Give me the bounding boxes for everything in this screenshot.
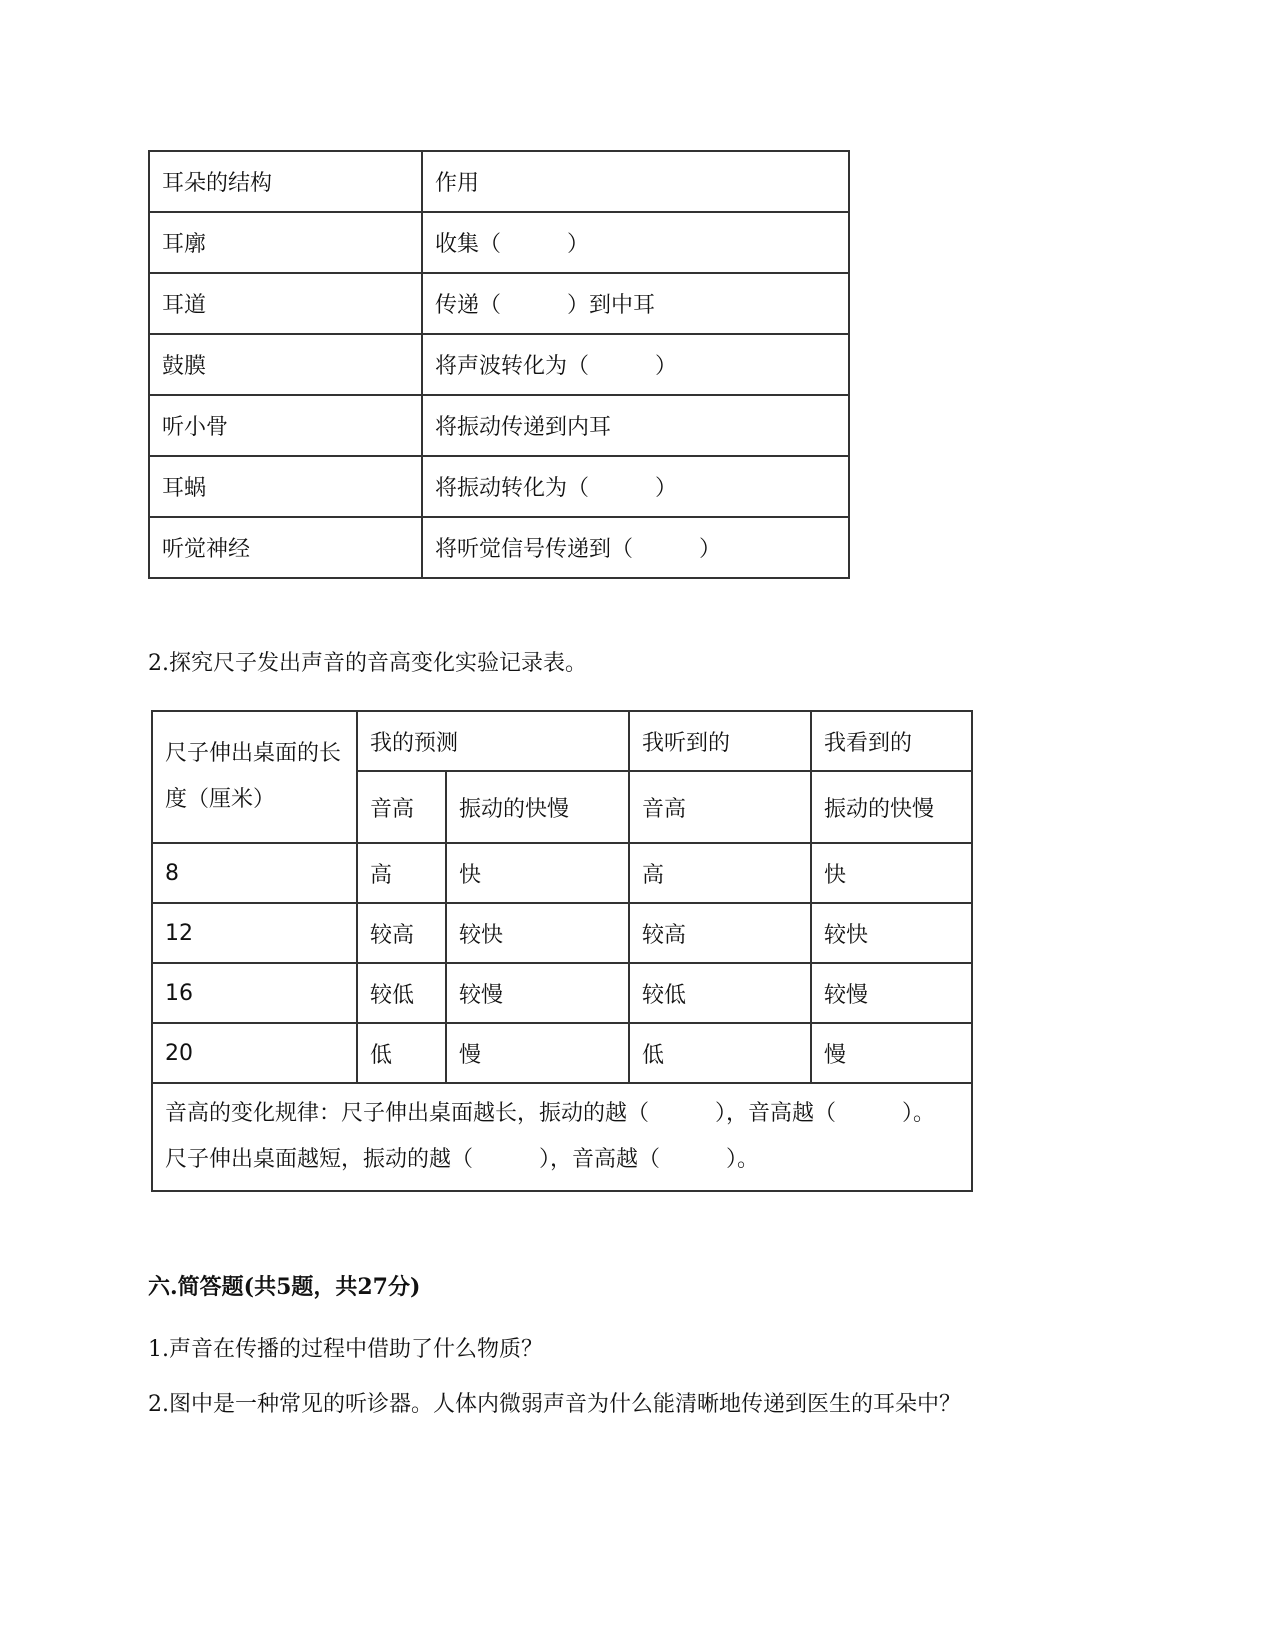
cell: 较低 bbox=[629, 963, 811, 1023]
cell: 将声波转化为（ ） bbox=[422, 334, 849, 395]
cell: 听觉神经 bbox=[149, 517, 422, 578]
question-title: 2.探究尺子发出声音的音高变化实验记录表。 bbox=[148, 651, 587, 676]
header-cell: 作用 bbox=[422, 151, 849, 212]
table-row bbox=[149, 273, 849, 334]
header-cell: 尺子伸出桌面的长度（厘米） bbox=[152, 711, 357, 843]
cell: 较快 bbox=[811, 903, 972, 963]
table-row bbox=[149, 456, 849, 517]
law-line-1: 音高的变化规律：尺子伸出桌面越长，振动的越（ ），音高越（ ）。 bbox=[165, 1101, 936, 1126]
ear-structure-table bbox=[148, 150, 850, 579]
cell: 听小骨 bbox=[149, 395, 422, 456]
header-cell: 我的预测 bbox=[357, 711, 629, 771]
table-row bbox=[149, 517, 849, 578]
cell: 12 bbox=[152, 903, 357, 963]
header-cell: 振动的快慢 bbox=[811, 771, 972, 843]
header-cell: 我看到的 bbox=[811, 711, 972, 771]
table-row bbox=[149, 334, 849, 395]
cell: 耳蜗 bbox=[149, 456, 422, 517]
cell: 鼓膜 bbox=[149, 334, 422, 395]
cell: 较低 bbox=[357, 963, 446, 1023]
question: 2.图中是一种常见的听诊器。人体内微弱声音为什么能清晰地传递到医生的耳朵中？ bbox=[148, 1392, 961, 1417]
cell: 较高 bbox=[629, 903, 811, 963]
cell: 较慢 bbox=[446, 963, 629, 1023]
cell: 传递（ ）到中耳 bbox=[422, 273, 849, 334]
table-row bbox=[152, 843, 972, 903]
cell: 将振动传递到内耳 bbox=[422, 395, 849, 456]
section-title: 六.简答题(共5题，共27分) bbox=[148, 1274, 421, 1300]
cell: 收集（ ） bbox=[422, 212, 849, 273]
header-cell: 音高 bbox=[357, 771, 446, 843]
table-header-row bbox=[152, 711, 972, 771]
cell: 较高 bbox=[357, 903, 446, 963]
table-header-row bbox=[149, 151, 849, 212]
cell: 较慢 bbox=[811, 963, 972, 1023]
header-cell: 音高 bbox=[629, 771, 811, 843]
cell: 低 bbox=[629, 1023, 811, 1083]
ruler-pitch-table bbox=[151, 710, 973, 1192]
table-row bbox=[149, 212, 849, 273]
cell: 耳廓 bbox=[149, 212, 422, 273]
cell: 慢 bbox=[446, 1023, 629, 1083]
header-cell: 耳朵的结构 bbox=[149, 151, 422, 212]
cell: 8 bbox=[152, 843, 357, 903]
cell: 较快 bbox=[446, 903, 629, 963]
header-cell: 振动的快慢 bbox=[446, 771, 629, 843]
cell: 慢 bbox=[811, 1023, 972, 1083]
table-row bbox=[152, 903, 972, 963]
law-cell bbox=[152, 1083, 972, 1191]
table-row bbox=[152, 963, 972, 1023]
law-row bbox=[152, 1083, 972, 1191]
cell: 低 bbox=[357, 1023, 446, 1083]
table-row bbox=[149, 395, 849, 456]
cell: 将振动转化为（ ） bbox=[422, 456, 849, 517]
cell: 快 bbox=[446, 843, 629, 903]
cell: 快 bbox=[811, 843, 972, 903]
question: 1.声音在传播的过程中借助了什么物质？ bbox=[148, 1337, 543, 1362]
header-cell: 我听到的 bbox=[629, 711, 811, 771]
cell: 耳道 bbox=[149, 273, 422, 334]
law-line-2: 尺子伸出桌面越短，振动的越（ ），音高越（ ）。 bbox=[165, 1147, 760, 1172]
cell: 20 bbox=[152, 1023, 357, 1083]
cell: 将听觉信号传递到（ ） bbox=[422, 517, 849, 578]
cell: 16 bbox=[152, 963, 357, 1023]
table-row bbox=[152, 1023, 972, 1083]
cell: 高 bbox=[357, 843, 446, 903]
cell: 高 bbox=[629, 843, 811, 903]
